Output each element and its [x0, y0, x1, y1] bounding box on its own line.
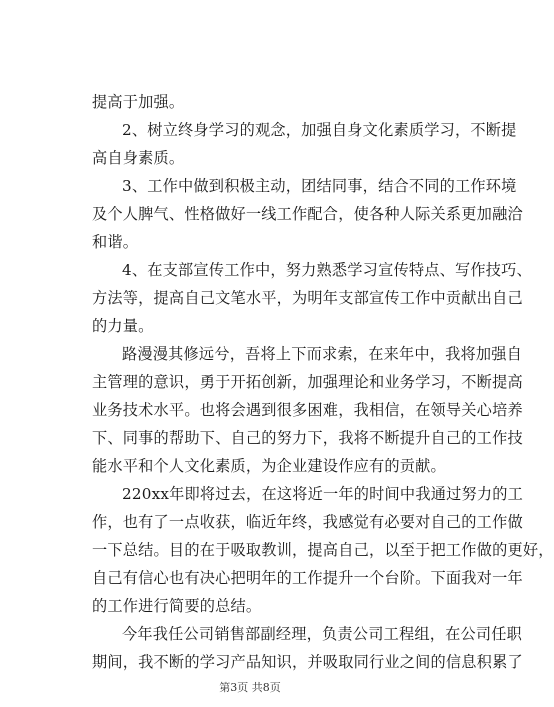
page-number-footer: 第3页 共8页 — [219, 681, 281, 694]
text-line: 路漫漫其修远兮，吾将上下而求索，在来年中，我将加强自 — [122, 345, 523, 363]
text-line: 及个人脾气、性格做好一线工作配合，使各种人际关系更加融洽 — [92, 205, 523, 223]
text-line: 的工作进行简要的总结。 — [92, 597, 262, 615]
text-line: 3、工作中做到积极主动，团结同事，结合不同的工作环境 — [122, 177, 517, 195]
document-body — [92, 88, 554, 676]
text-line: 的力量。 — [92, 317, 154, 335]
paragraph — [92, 116, 517, 172]
paragraph — [92, 88, 427, 116]
text-line: 方法等，提高自己文笔水平，为明年支部宣传工作中贡献出自己 — [92, 289, 523, 307]
text-line: 作，也有了一点收获，临近年终，我感觉有必要对自己的工作做 — [92, 513, 523, 531]
text-line: 能水平和个人文化素质，为企业建设作应有的贡献。 — [92, 457, 446, 475]
paragraph — [92, 256, 532, 340]
text-line: 主管理的意识，勇于开拓创新，加强理论和业务学习，不断提高 — [92, 373, 523, 391]
text-line: 一下总结。目的在于吸取教训，提高自己，以至于把工作做的更好， — [92, 541, 554, 559]
text-line: 4、在支部宣传工作中，努力熟悉学习宣传特点、写作技巧、 — [122, 261, 532, 279]
text-line: 提高于加强。 — [92, 93, 185, 111]
text-line: 和谐。 — [92, 233, 139, 251]
paragraph — [92, 172, 523, 256]
paragraph — [92, 620, 523, 676]
text-line: 期间，我不断的学习产品知识，并吸取同行业之间的信息积累了 — [92, 653, 523, 671]
text-line: 高自身素质。 — [92, 149, 185, 167]
paragraph — [92, 480, 554, 620]
text-line: 今年我任公司销售部副经理，负责公司工程组，在公司任职 — [122, 625, 523, 643]
text-line: 下、同事的帮助下、自己的努力下，我将不断提升自己的工作技 — [92, 429, 523, 447]
text-line: 2、树立终身学习的观念，加强自身文化素质学习，不断提 — [122, 121, 517, 139]
text-line: 自己有信心也有决心把明年的工作提升一个台阶。下面我对一年 — [92, 569, 523, 587]
paragraph — [92, 340, 523, 480]
text-line: 业务技术水平。也将会遇到很多困难，我相信，在领导关心培养 — [92, 401, 523, 419]
text-line: 220xx年即将过去，在这将近一年的时间中我通过努力的工 — [122, 485, 524, 503]
